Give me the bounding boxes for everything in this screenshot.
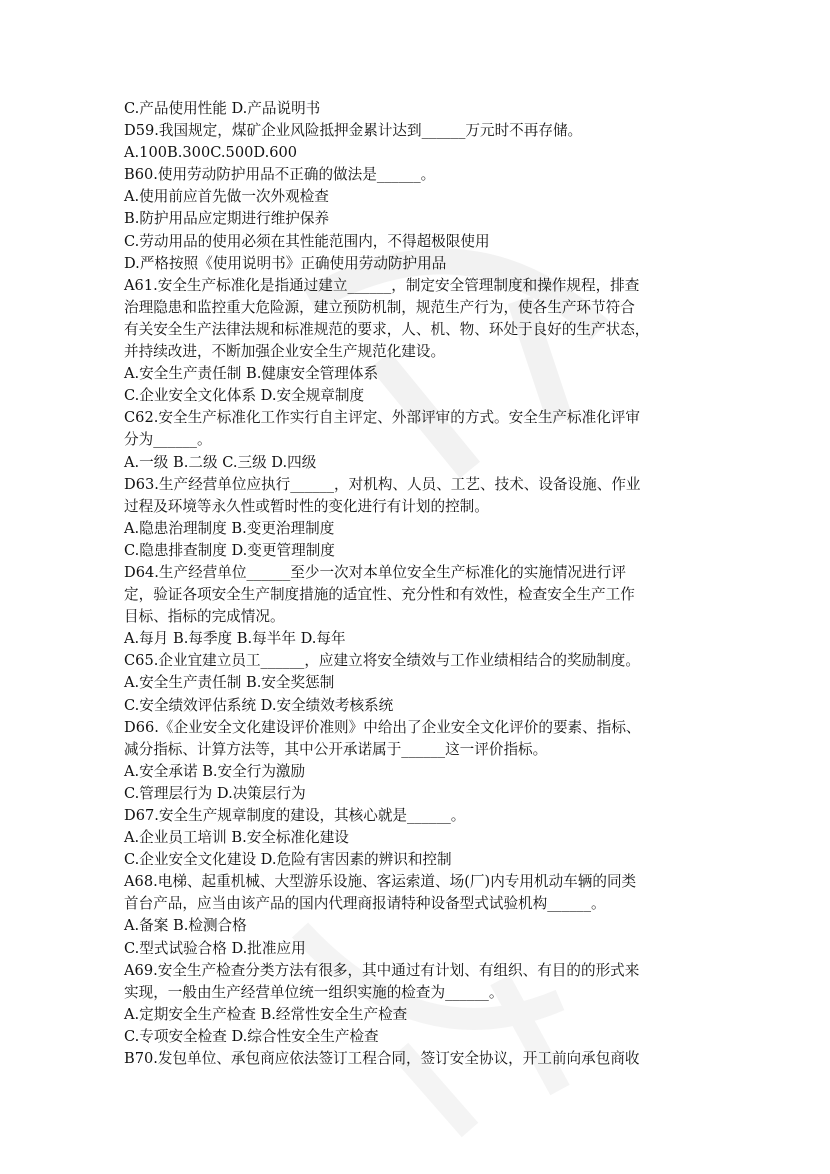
text-line: B.防护用品应定期进行维护保养 <box>124 210 330 228</box>
text-line: A.100B.300C.500D.600 <box>124 144 298 162</box>
text-line: 过程及环境等永久性或暂时性的变化进行有计划的控制。 <box>124 497 489 515</box>
text-line: C.隐患排查制度 D.变更管理制度 <box>124 541 335 559</box>
text-line: A68.电梯、起重机械、大型游乐设施、客运索道、场(厂)内专用机动车辆的同类 <box>124 873 637 891</box>
text-line: 有关安全生产法律法规和标准规范的要求，人、机、物、环处于良好的生产状态， <box>124 320 650 338</box>
text-line: D67.安全生产规章制度的建设，其核心就是______。 <box>124 807 466 824</box>
text-line: C.管理层行为 D.决策层行为 <box>124 784 306 802</box>
text-line: 分为______。 <box>124 431 212 449</box>
text-line: 目标、指标的完成情况。 <box>124 608 285 626</box>
text-line: 并持续改进，不断加强企业安全生产规范化建设。 <box>124 343 446 361</box>
text-line: C.专项安全检查 D.综合性安全生产检查 <box>124 1027 379 1045</box>
text-line: C.产品使用性能 D.产品说明书 <box>124 100 321 117</box>
text-line: C.安全绩效评估系统 D.安全绩效考核系统 <box>124 696 394 714</box>
text-line: 治理隐患和监控重大危险源，建立预防机制，规范生产行为，使各生产环节符合 <box>124 298 635 316</box>
text-line: A.一级 B.二级 C.三级 D.四级 <box>124 453 317 471</box>
document-text <box>124 98 714 1070</box>
text-line: A.定期安全生产检查 B.经常性安全生产检查 <box>124 1005 408 1023</box>
text-line: A.安全生产责任制 B.安全奖惩制 <box>124 674 335 692</box>
text-line: A.使用前应首先做一次外观检查 <box>124 188 329 206</box>
text-line: D66.《企业安全文化建设评价准则》中给出了企业安全文化评价的要素、指标、 <box>124 718 641 736</box>
text-line: C.劳动用品的使用必须在其性能范围内，不得超极限使用 <box>124 232 490 250</box>
text-line: A.每月 B.每季度 B.每半年 D.每年 <box>124 630 346 648</box>
text-line: C65.企业宜建立员工______，应建立将安全绩效与工作业绩相结合的奖励制度。 <box>124 652 640 670</box>
text-line: A.备案 B.检测合格 <box>124 917 247 935</box>
text-line: C62.安全生产标准化工作实行自主评定、外部评审的方式。安全生产标准化评审 <box>124 409 640 427</box>
text-line: D63.生产经营单位应执行______，对机构、人员、工艺、技术、设备设施、作业 <box>124 475 641 493</box>
text-line: 定，验证各项安全生产制度措施的适宜性、充分性和有效性，检查安全生产工作 <box>124 586 635 604</box>
text-line: 减分指标、计算方法等，其中公开承诺属于______这一评价指标。 <box>124 740 548 758</box>
text-line: A.安全生产责任制 B.健康安全管理体系 <box>124 365 379 383</box>
text-line: C.型式试验合格 D.批准应用 <box>124 939 306 957</box>
text-line: D64.生产经营单位______至少一次对本单位安全生产标准化的实施情况进行评 <box>124 563 626 581</box>
text-line: A61.安全生产标准化是指通过建立______，制定安全管理制度和操作规程，排查 <box>124 276 640 294</box>
text-line: D59.我国规定，煤矿企业风险抵押金累计达到______万元时不再存储。 <box>124 122 583 140</box>
text-line: C.企业安全文化体系 D.安全规章制度 <box>124 387 365 405</box>
text-line: A.安全承诺 B.安全行为激励 <box>124 762 306 780</box>
text-line: C.企业安全文化建设 D.危险有害因素的辨识和控制 <box>124 851 452 869</box>
text-line: A.企业员工培训 B.安全标准化建设 <box>124 829 349 847</box>
text-line: B70.发包单位、承包商应依法签订工程合同，签订安全协议，开工前向承包商收 <box>124 1050 640 1068</box>
text-line: A.隐患治理制度 B.变更治理制度 <box>124 519 335 537</box>
text-line: B60.使用劳动防护用品不正确的做法是______。 <box>124 166 436 184</box>
text-line: D.严格按照《使用说明书》正确使用劳动防护用品 <box>124 254 447 272</box>
text-line: 实现，一般由生产经营单位统一组织实施的检查为______。 <box>124 983 504 1001</box>
text-line: 首台产品，应当由该产品的国内代理商报请特种设备型式试验机构______。 <box>124 895 606 913</box>
text-line: A69.安全生产检查分类方法有很多，其中通过有计划、有组织、有目的的形式来 <box>124 961 640 979</box>
